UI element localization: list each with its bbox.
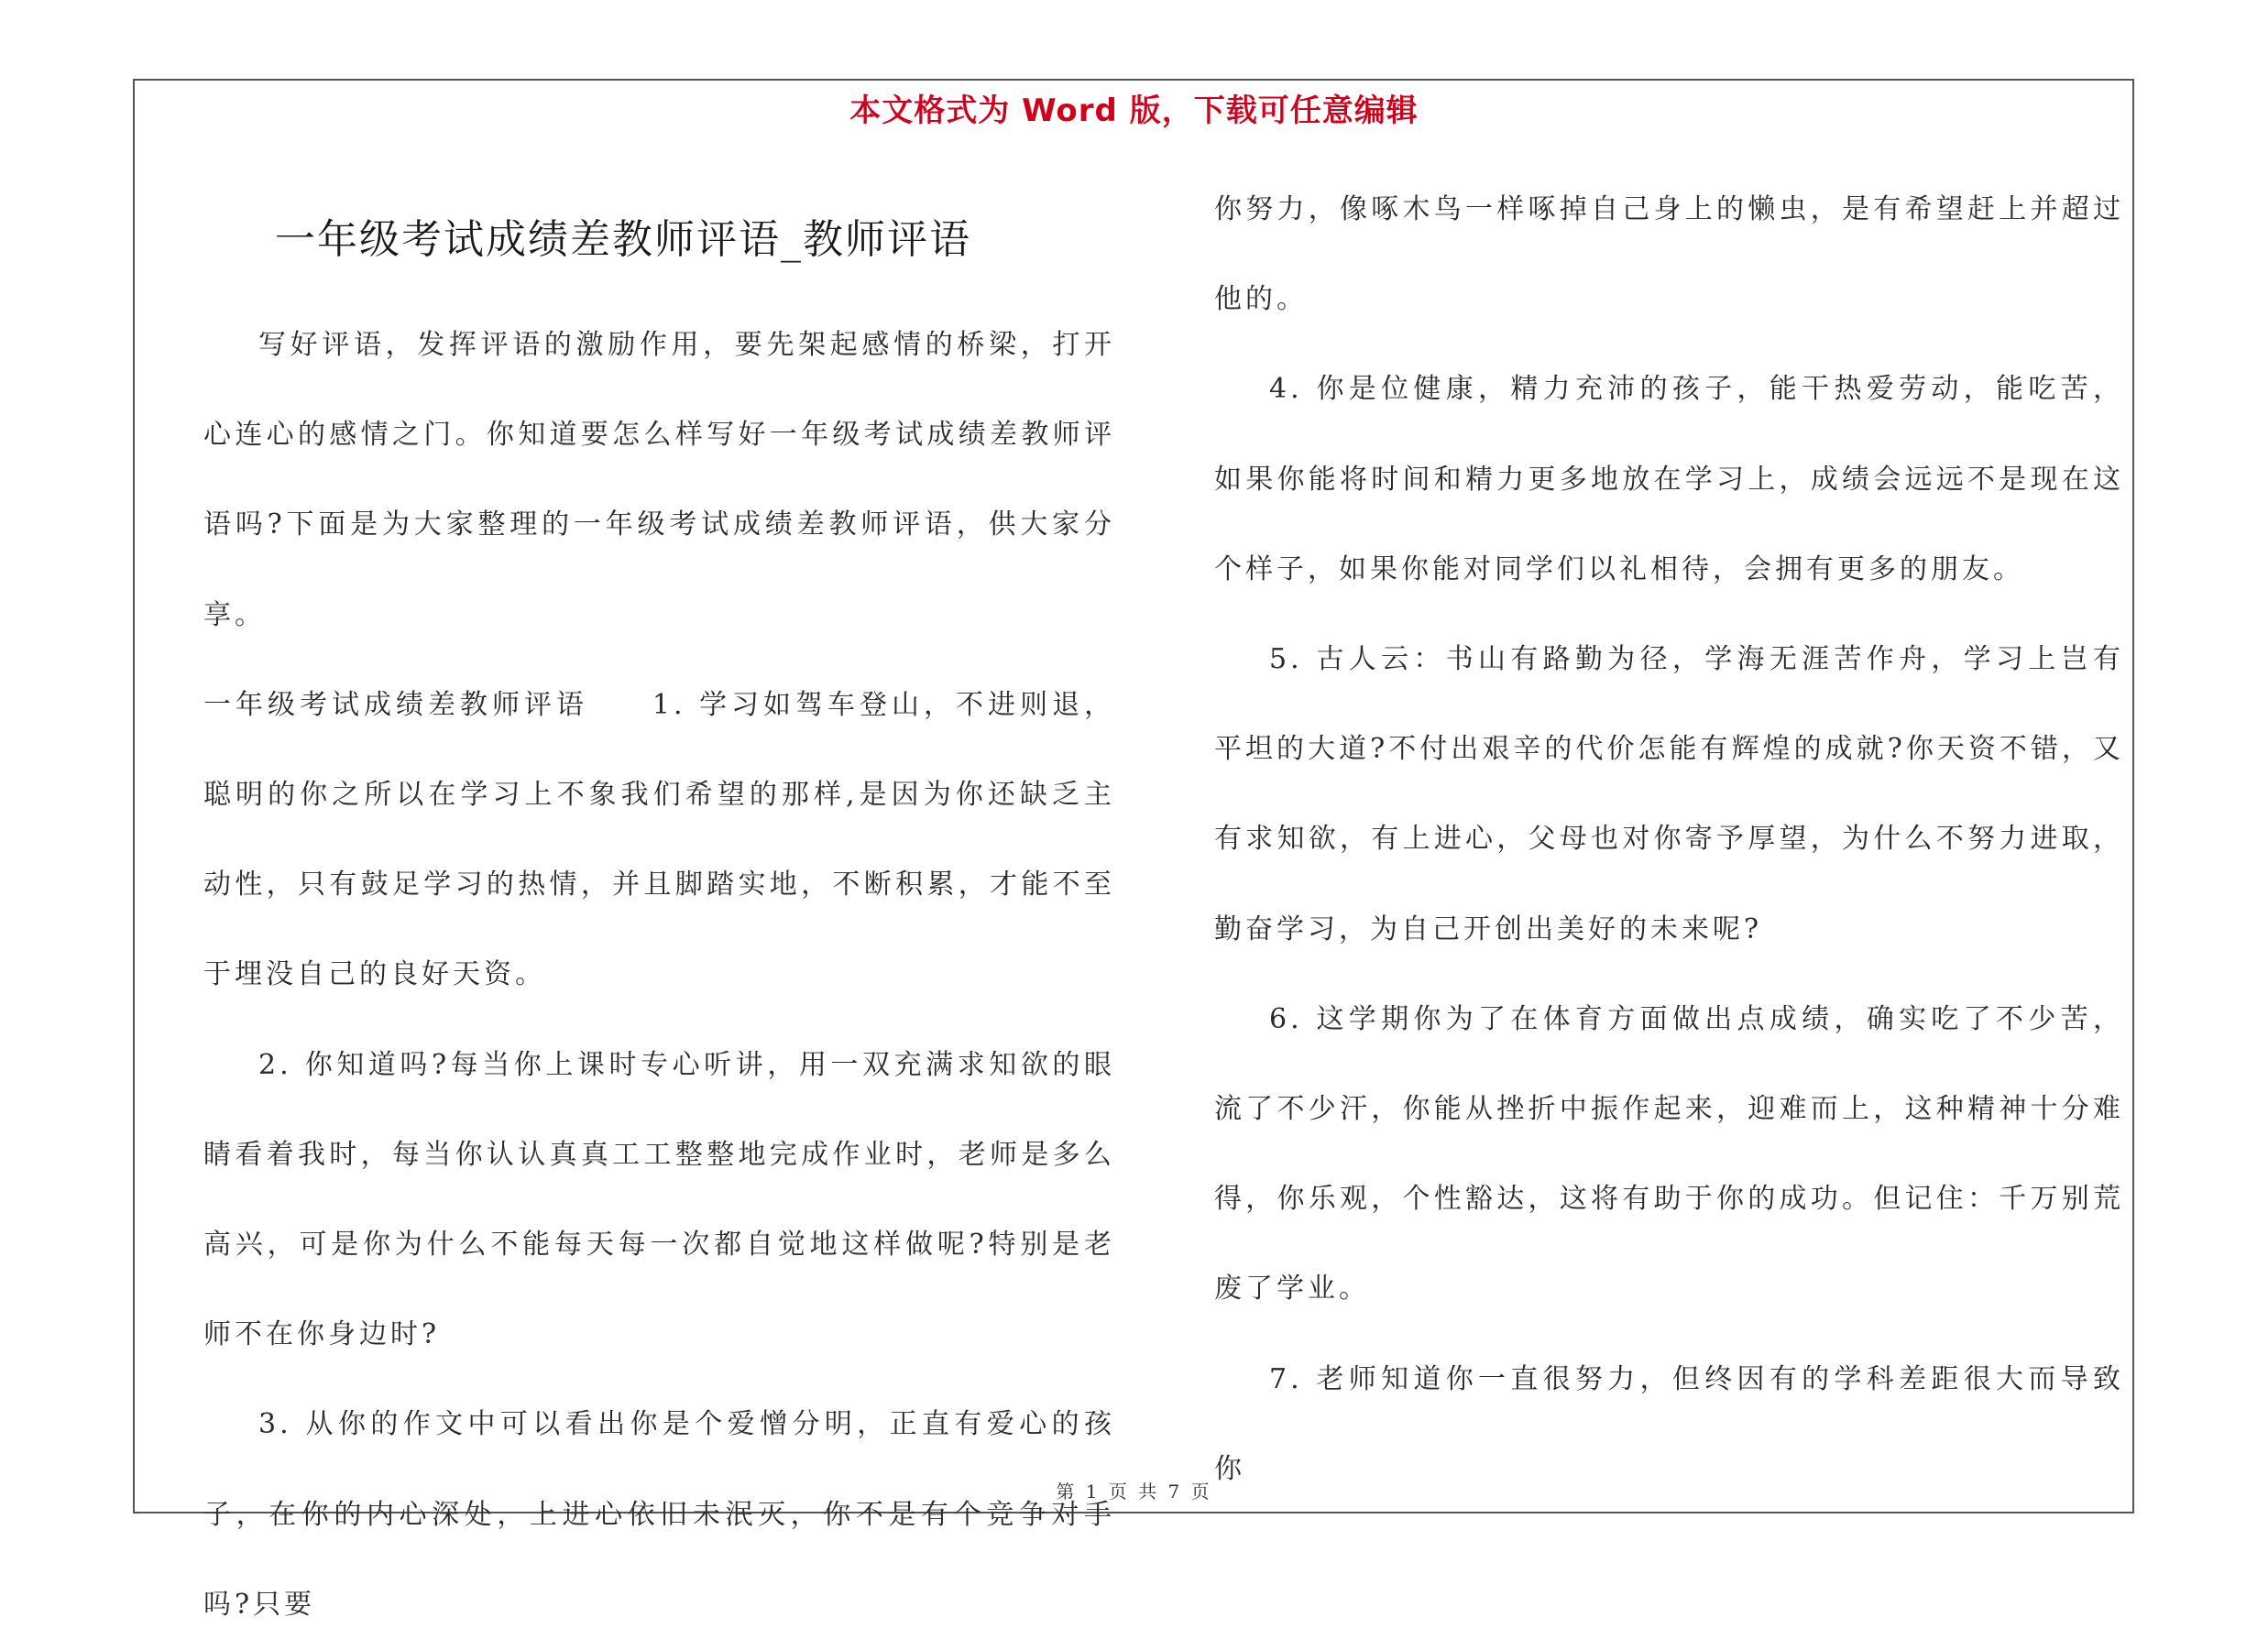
comment-paragraph-3-cont: 你努力，像啄木鸟一样啄掉自己身上的懒虫，是有希望赶上并超过他的。 [1214,193,2124,316]
format-banner: 本文格式为 Word 版，下载可任意编辑 [849,93,1419,129]
comment-paragraph-5: 5. 古人云：书山有路勤为径，学海无涯苦作舟，学习上岂有平坦的大道?不付出艰辛的代价怎能有辉煌的成就?你天资不错，又有求知欲，有上进心，父母也对你寄予厚望，为什么不努力进取，勤奋学习，为自己开创出美好的未来呢? [1214,643,2124,945]
comment-paragraph-6: 6. 这学期你为了在体育方面做出点成绩，确实吃了不少苦，流了不少汗，你能从挫折中振作起来，迎难而上，这种精神十分难得，你乐观，个性豁达，这将有助于你的成功。但记住：千万别荒废了学业。 [1214,1002,2124,1306]
comment-paragraph-4: 4. 你是位健康，精力充沛的孩子，能干热爱劳动，能吃苦，如果你能将时间和精力更多地放在学习上，成绩会远远不是现在这个样子，如果你能对同学们以礼相待，会拥有更多的朋友。 [1214,373,2124,585]
left-column [203,300,1115,1650]
intro-paragraph: 写好评语，发挥评语的激励作用，要先架起感情的桥梁，打开心连心的感情之门。你知道要怎么样写好一年级考试成绩差教师评语吗?下面是为大家整理的一年级考试成绩差教师评语，供大家分享。 [203,329,1115,631]
comment-paragraph-7: 7. 老师知道你一直很努力，但终因有的学科差距很大而导致你 [1214,1362,2124,1485]
right-column [1214,165,2124,1514]
document-title: 一年级考试成绩差教师评语_教师评语 [275,216,971,263]
comment-paragraph-1: 一年级考试成绩差教师评语 1. 学习如驾车登山，不进则退，聪明的你之所以在学习上不象我们希望的那样,是因为你还缺乏主动性，只有鼓足学习的热情，并且脚踏实地，不断积累，才能不至于埋没自己的良好天资。 [203,688,1115,991]
comment-paragraph-3: 3. 从你的作文中可以看出你是个爱憎分明，正直有爱心的孩子，在你的内心深处，上进心依旧未泯灭，你不是有个竞争对手吗?只要 [203,1408,1115,1621]
page-number: 第 1 页 共 7 页 [1056,1481,1212,1502]
comment-paragraph-2: 2. 你知道吗?每当你上课时专心听讲，用一双充满求知欲的眼睛看着我时，每当你认认真真工工整整地完成作业时，老师是多么高兴，可是你为什么不能每天每一次都自觉地这样做呢?特别是老师不在你身边时? [203,1048,1115,1351]
